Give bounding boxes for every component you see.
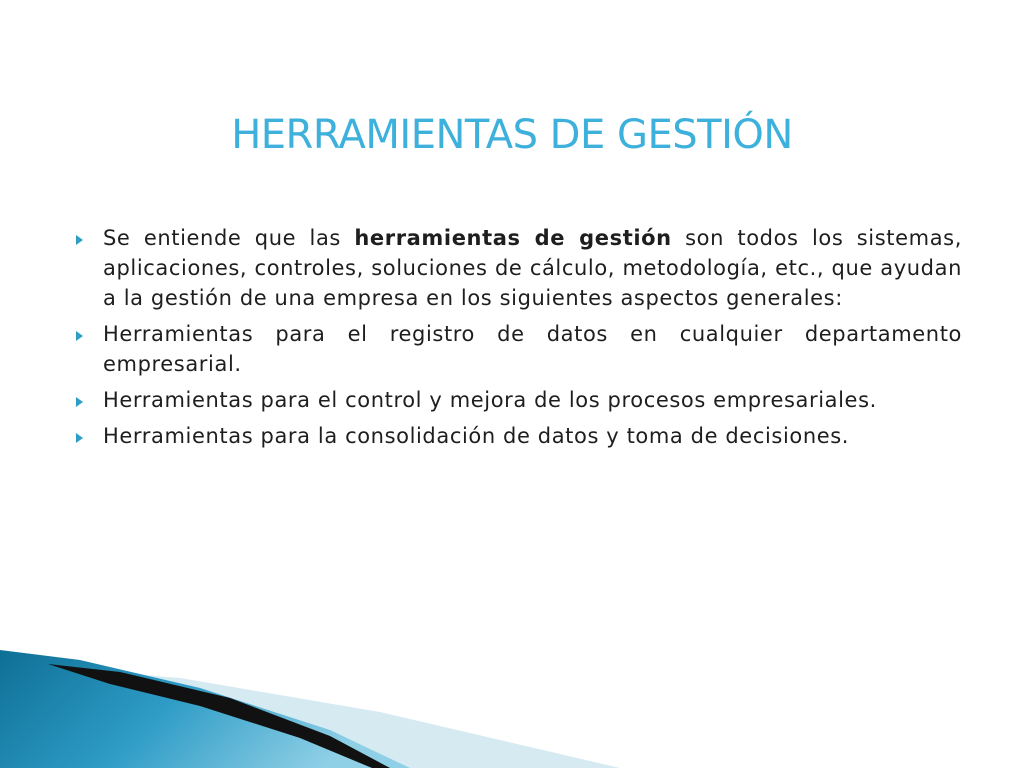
bullet-text-end: son todos los sistemas, aplicaciones, controles, soluciones de cálculo, metodología, etc., que ayudan a la gestión de una empresa en los siguientes aspectos generales: xyxy=(103,226,962,310)
bullet-text: Herramientas para el registro de datos en cualquier departamento empresarial. xyxy=(103,322,962,376)
bullet-text: Herramientas para la consolidación de datos y toma de decisiones. xyxy=(103,424,850,448)
slide-title: HERRAMIENTAS DE GESTIÓN xyxy=(231,112,793,158)
bullet-text: Herramientas para el control y mejora de los procesos empresariales. xyxy=(103,388,877,412)
bullet-text-bold: herramientas de gestión xyxy=(354,226,672,250)
bullet-text-start: Se entiende que las xyxy=(103,226,355,250)
